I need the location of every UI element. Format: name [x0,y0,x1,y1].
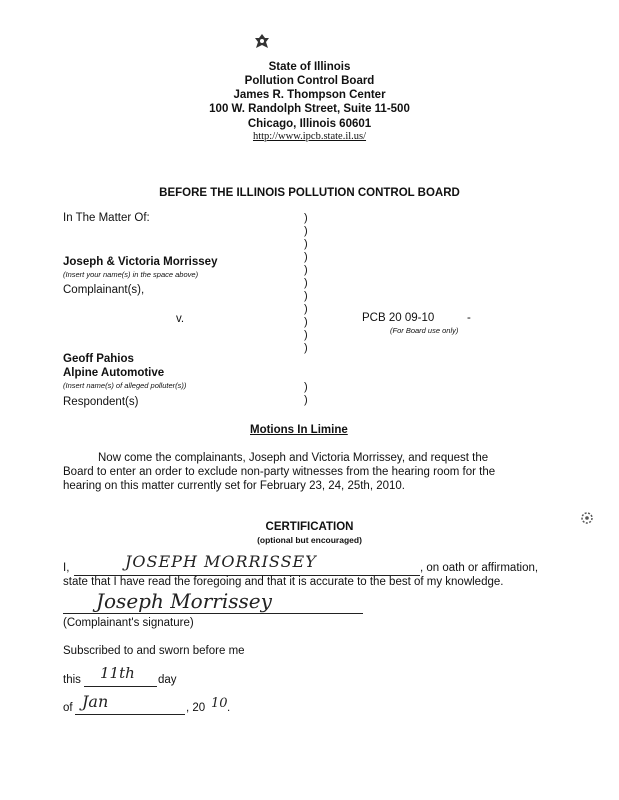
signature-label: (Complainant's signature) [63,617,194,629]
document-title: BEFORE THE ILLINOIS POLLUTION CONTROL BOARD [159,187,460,199]
motion-line-3: hearing on this matter currently set for February 23, 24, 25th, 2010. [63,480,405,492]
header-url[interactable]: http://www.ipcb.state.il.us/ [252,131,367,142]
caption-parentheses: ) ) ) ) ) ) ) ) ) ) ) [304,212,308,354]
handwritten-signature: Joseph Morrissey [96,589,272,613]
motion-title: Motions In Limine [250,424,348,436]
certification-statement: state that I have read the foregoing and that it is accurate to the best of my knowledge. [63,576,504,588]
state-seal-icon [253,33,271,51]
handwritten-month: Jan [82,692,109,711]
handwritten-year: 10 [211,696,228,711]
header-board: Pollution Control Board [244,75,375,87]
in-the-matter-label: In The Matter Of: [63,212,150,224]
certification-subtitle: (optional but encouraged) [257,535,362,545]
affiant-handwritten-name: JOSEPH MORRISSEY [125,552,317,571]
this-label: this [63,674,81,686]
respondent-label: Respondent(s) [63,396,139,408]
handwritten-day: 11th [100,664,135,682]
header-center: James R. Thompson Center [233,89,386,101]
case-number-dash: - [467,312,471,324]
respondent-name-2: Alpine Automotive [63,367,165,379]
complainant-hint: (Insert your name(s) in the space above) [63,270,199,279]
respondent-name-1: Geoff Pahios [63,353,134,365]
motion-line-1: Now come the complainants, Joseph and Victoria Morrissey, and request the [98,452,489,464]
complainant-label: Complainant(s), [63,284,145,296]
day-label: day [158,674,177,686]
caption-parentheses-lower: ) ) [304,381,308,406]
certification-i-label: I, [63,562,70,574]
year-prefix: , 20 [186,702,206,714]
day-line [84,686,157,687]
case-number-hint: (For Board use only) [390,326,459,335]
header-city: Chicago, Illinois 60601 [247,118,372,130]
certification-oath: , on oath or affirmation, [420,562,539,574]
year-suffix: . [227,702,231,714]
certification-title: CERTIFICATION [265,521,354,533]
signature-line [63,613,363,614]
case-number: PCB 20 09-10 [362,312,435,324]
motion-line-2: Board to enter an order to exclude non-party witnesses from the hearing room for the [63,466,496,478]
header-street: 100 W. Randolph Street, Suite 11-500 [209,103,410,115]
month-line [75,714,185,715]
subscribed-label: Subscribed to and sworn before me [63,645,245,657]
respondent-hint: (Insert name(s) of alleged polluter(s)) [63,381,187,390]
of-label: of [63,702,73,714]
versus-label: v. [176,313,185,325]
complainant-name: Joseph & Victoria Morrissey [63,256,218,268]
header-state: State of Illinois [268,61,351,73]
